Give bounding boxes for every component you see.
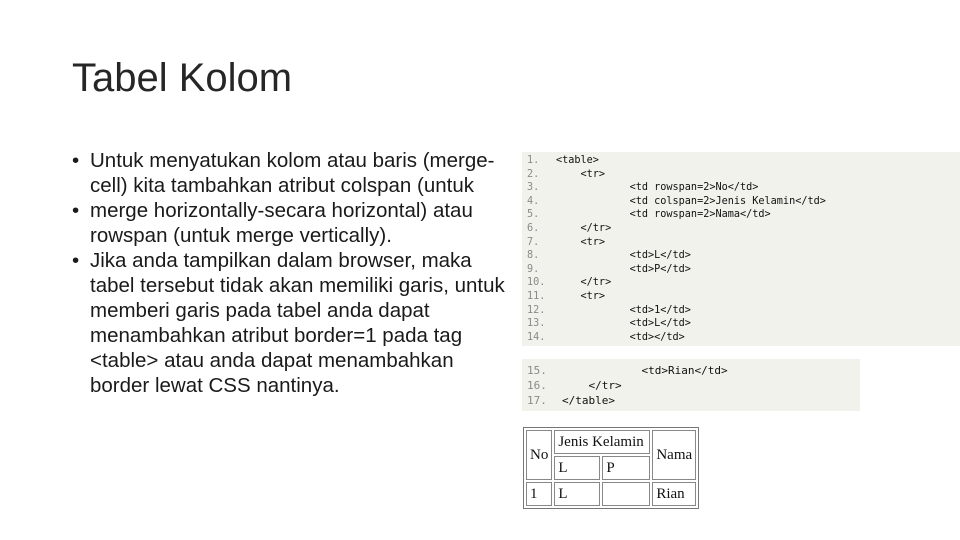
code-text: <td></td> [556, 331, 685, 343]
code-text: <tr> [556, 290, 606, 302]
code-listing-part-2 [522, 359, 860, 411]
code-text: <tr> [556, 236, 606, 248]
line-number: 6. [527, 222, 540, 234]
line-number: 4. [527, 195, 540, 207]
code-text: <td>L</td> [556, 318, 691, 330]
table-cell-nama-header: Nama [652, 430, 696, 480]
code-text: <tr> [556, 168, 606, 180]
code-line [522, 208, 960, 222]
bullet-item [72, 248, 512, 398]
code-line [522, 331, 960, 345]
code-line [522, 195, 960, 209]
line-number: 12. [527, 304, 546, 316]
code-line [522, 249, 960, 263]
line-number: 1. [527, 155, 540, 166]
code-text: <td rowspan=2>Nama</td> [556, 209, 771, 221]
code-line [522, 378, 860, 393]
line-number: 14. [527, 331, 546, 343]
code-line [522, 317, 960, 331]
code-text: <table> [556, 155, 599, 166]
table-cell-p [602, 482, 650, 506]
table-cell-nama: Rian [652, 482, 696, 506]
line-number: 17. [527, 394, 547, 407]
table-row [526, 430, 696, 454]
code-text: </tr> [556, 277, 612, 289]
code-line [522, 363, 860, 378]
code-text: </tr> [562, 379, 622, 392]
line-number: 9. [527, 263, 540, 275]
code-line [522, 276, 960, 290]
table-cell-no-header: No [526, 430, 552, 480]
code-text: </table> [562, 394, 615, 407]
line-number: 10. [527, 277, 546, 289]
bullet-item [72, 148, 512, 198]
code-line [522, 222, 960, 236]
code-text: <td colspan=2>Jenis Kelamin</td> [556, 195, 826, 207]
table-cell-no: 1 [526, 482, 552, 506]
code-text: <td>P</td> [556, 263, 691, 275]
slide-title: Tabel Kolom [72, 56, 293, 100]
rendered-table-preview [523, 427, 699, 509]
line-number: 11. [527, 290, 546, 302]
bullet-item [72, 198, 512, 248]
code-text: <td>1</td> [556, 304, 691, 316]
table-cell-p-header: P [602, 456, 650, 480]
code-line [522, 263, 960, 277]
table-cell-l: L [554, 482, 600, 506]
bullet-text: Jika anda tampilkan dalam browser, maka tabel tersebut tidak akan memiliki garis, untuk memberi garis pada tabel anda dapat menambahkan atribut border=1 pada tag <table> atau anda dapat menambahkan border lewat CSS nantinya. [90, 249, 505, 397]
line-number: 15. [527, 364, 547, 377]
code-listing-part-1 [522, 152, 960, 346]
line-number: 3. [527, 182, 540, 194]
code-text: <td rowspan=2>No</td> [556, 182, 759, 194]
table-row [526, 482, 696, 506]
line-number: 2. [527, 168, 540, 180]
code-line [522, 236, 960, 250]
code-line [522, 304, 960, 318]
code-text: <td>Rian</td> [562, 364, 728, 377]
line-number: 16. [527, 379, 547, 392]
bullet-text: Untuk menyatukan kolom atau baris (merge-cell) kita tambahkan atribut colspan (untuk [90, 149, 495, 197]
code-line [522, 290, 960, 304]
table-cell-jenis-kelamin-header: Jenis Kelamin [554, 430, 650, 454]
line-number: 13. [527, 318, 546, 330]
bullet-text: merge horizontally-secara horizontal) atau rowspan (untuk merge vertically). [90, 199, 473, 247]
table-cell-l-header: L [554, 456, 600, 480]
line-number: 8. [527, 250, 540, 262]
code-text: <td>L</td> [556, 250, 691, 262]
bullet-list [72, 148, 512, 398]
code-line [522, 154, 960, 168]
code-line [522, 393, 860, 408]
line-number: 5. [527, 209, 540, 221]
code-line [522, 181, 960, 195]
bullet-dot: • [72, 199, 80, 222]
line-number: 7. [527, 236, 540, 248]
code-text: </tr> [556, 222, 612, 234]
bullet-dot: • [72, 249, 80, 272]
code-line [522, 168, 960, 182]
bullet-dot: • [72, 149, 80, 172]
